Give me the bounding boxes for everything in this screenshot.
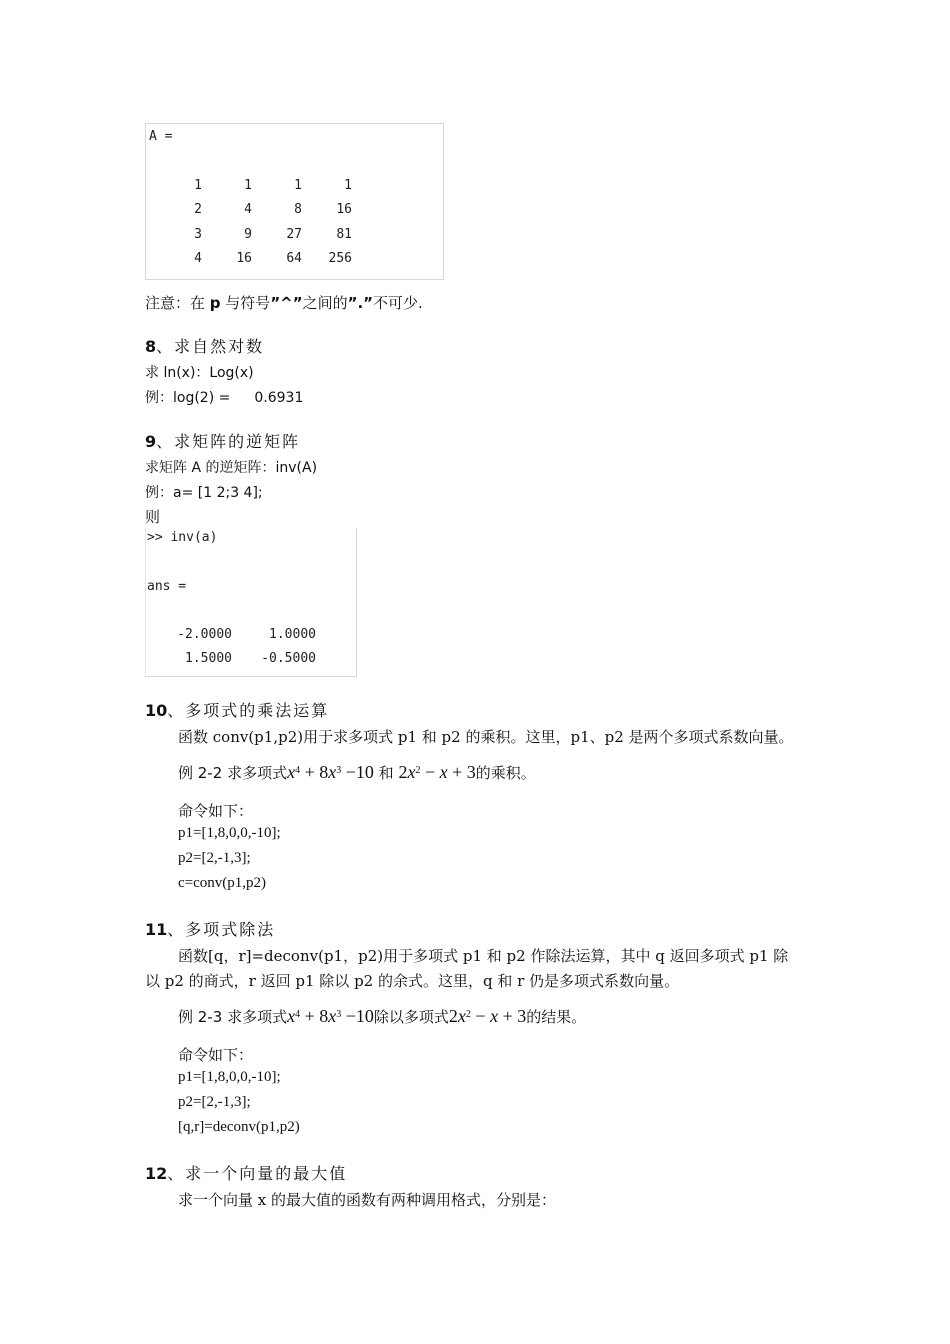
inverse-cell: 1.0000	[269, 627, 316, 642]
matrix-cell: 2	[194, 202, 202, 217]
note-middle: 与符号	[220, 294, 271, 312]
section-10-example-pre: 求多项式	[227, 764, 288, 782]
note-mid2: 之间的	[302, 294, 348, 312]
matrix-cell: 16	[336, 202, 352, 217]
poly-2x2-x-3: $2x^2 - x + 3$	[398, 762, 476, 782]
section-11-heading	[145, 917, 275, 940]
section-10-cmd-label: 命令如下：	[178, 802, 254, 820]
section-9-line3: 则	[145, 508, 161, 526]
matrix-cell: 1	[194, 178, 202, 193]
section-10-command: p2=[2,-1,3];	[178, 850, 251, 866]
section-11-number: 11	[145, 920, 168, 939]
matrix-cell: 1	[294, 178, 302, 193]
section-10-number: 10	[145, 701, 168, 720]
matrix-cell: 256	[328, 251, 352, 266]
section-12-heading	[145, 1161, 347, 1184]
note-caret: ”^”	[270, 294, 303, 312]
note-dot: ”.”	[347, 294, 374, 312]
section-8-title: 、求自然对数	[156, 337, 265, 356]
matrix-cell: 81	[336, 227, 352, 242]
section-11-example-pre: 求多项式	[227, 1008, 288, 1026]
section-11-example	[178, 1006, 586, 1027]
note-prefix: 注意：在	[145, 294, 210, 312]
section-8-line1: 求 ln(x)：Log(x)	[145, 365, 254, 381]
section-10-desc: 函数 conv(p1,p2)用于求多项式 p1 和 p2 的乘积。这里，p1、p2 是两个多项式系数向量。	[178, 728, 794, 746]
inverse-cell: 1.5000	[185, 651, 232, 666]
section-8-example-label: 例：log(2) =	[145, 390, 231, 406]
poly-x4-8x3-10: $x^4 + 8x^3 -10$	[287, 762, 374, 782]
section-11-desc-line2: 以 p2 的商式，r 返回 p1 除以 p2 的余式。这里，q 和 r 仍是多项式系数向量。	[145, 972, 680, 990]
section-8-example-value: 0.6931	[254, 390, 304, 406]
section-9-heading	[145, 429, 300, 452]
matrix-cell: 16	[236, 251, 252, 266]
section-11-title: 、多项式除法	[167, 920, 276, 939]
section-11-example-post: 的结果。	[526, 1008, 587, 1026]
section-9-number: 9	[145, 432, 157, 451]
matrix-cell: 3	[194, 227, 202, 242]
matrix-cell: 9	[244, 227, 252, 242]
note-line	[145, 292, 423, 313]
section-10-title: 、多项式的乘法运算	[167, 701, 330, 720]
note-suffix: 不可少.	[373, 294, 423, 312]
section-9-title: 、求矩阵的逆矩阵	[156, 432, 301, 451]
matrix-cell: 1	[344, 178, 352, 193]
section-11-command: p1=[1,8,0,0,-10];	[178, 1069, 281, 1085]
matrix-cell: 27	[286, 227, 302, 242]
section-12-desc: 求一个向量 x 的最大值的函数有两种调用格式，分别是：	[178, 1191, 556, 1209]
poly-2x2-x-3: $2x^2 - x + 3$	[448, 1006, 527, 1026]
inverse-ans-label: ans =	[147, 579, 187, 594]
section-8-number: 8	[145, 337, 157, 356]
matrix-cell: 8	[294, 202, 302, 217]
section-10-example-label: 例 2-2	[178, 764, 223, 782]
section-11-command: p2=[2,-1,3];	[178, 1094, 251, 1110]
matrix-cell: 4	[194, 251, 202, 266]
inverse-output-panel	[145, 528, 357, 677]
section-10-command: p1=[1,8,0,0,-10];	[178, 825, 281, 841]
inverse-cell: -0.5000	[261, 651, 316, 666]
section-10-heading	[145, 698, 329, 721]
section-10-example-post: 的乘积。	[475, 764, 536, 782]
section-11-desc-line1: 函数[q，r]=deconv(p1，p2)用于多项式 p1 和 p2 作除法运算，其中 q 返回多项式 p1 除	[178, 947, 789, 965]
section-10-command: c=conv(p1,p2)	[178, 875, 267, 891]
section-11-cmd-label: 命令如下：	[178, 1046, 254, 1064]
matrix-cell: 4	[244, 202, 252, 217]
section-12-title: 、求一个向量的最大值	[167, 1164, 348, 1183]
section-8-line2	[145, 387, 303, 407]
inverse-cell: -2.0000	[177, 627, 232, 642]
inverse-command: >> inv(a)	[147, 530, 218, 545]
matrix-cell: 64	[286, 251, 302, 266]
section-12-number: 12	[145, 1164, 168, 1183]
section-8-heading	[145, 334, 264, 357]
section-10-example-mid: 和	[378, 764, 394, 782]
section-11-example-mid: 除以多项式	[373, 1008, 449, 1026]
section-9-line1: 求矩阵 A 的逆矩阵：inv(A)	[145, 460, 318, 476]
section-11-command: [q,r]=deconv(p1,p2)	[178, 1119, 300, 1135]
section-11-example-label: 例 2-3	[178, 1008, 223, 1026]
note-p: p	[209, 294, 221, 312]
section-9-line2: 例：a= [1 2;3 4];	[145, 485, 263, 501]
section-10-example	[178, 762, 536, 783]
matrix-header: A =	[149, 129, 173, 144]
poly-x4-8x3-10: $x^4 + 8x^3 -10$	[287, 1006, 374, 1026]
matrix-output-panel	[145, 123, 444, 280]
matrix-cell: 1	[244, 178, 252, 193]
